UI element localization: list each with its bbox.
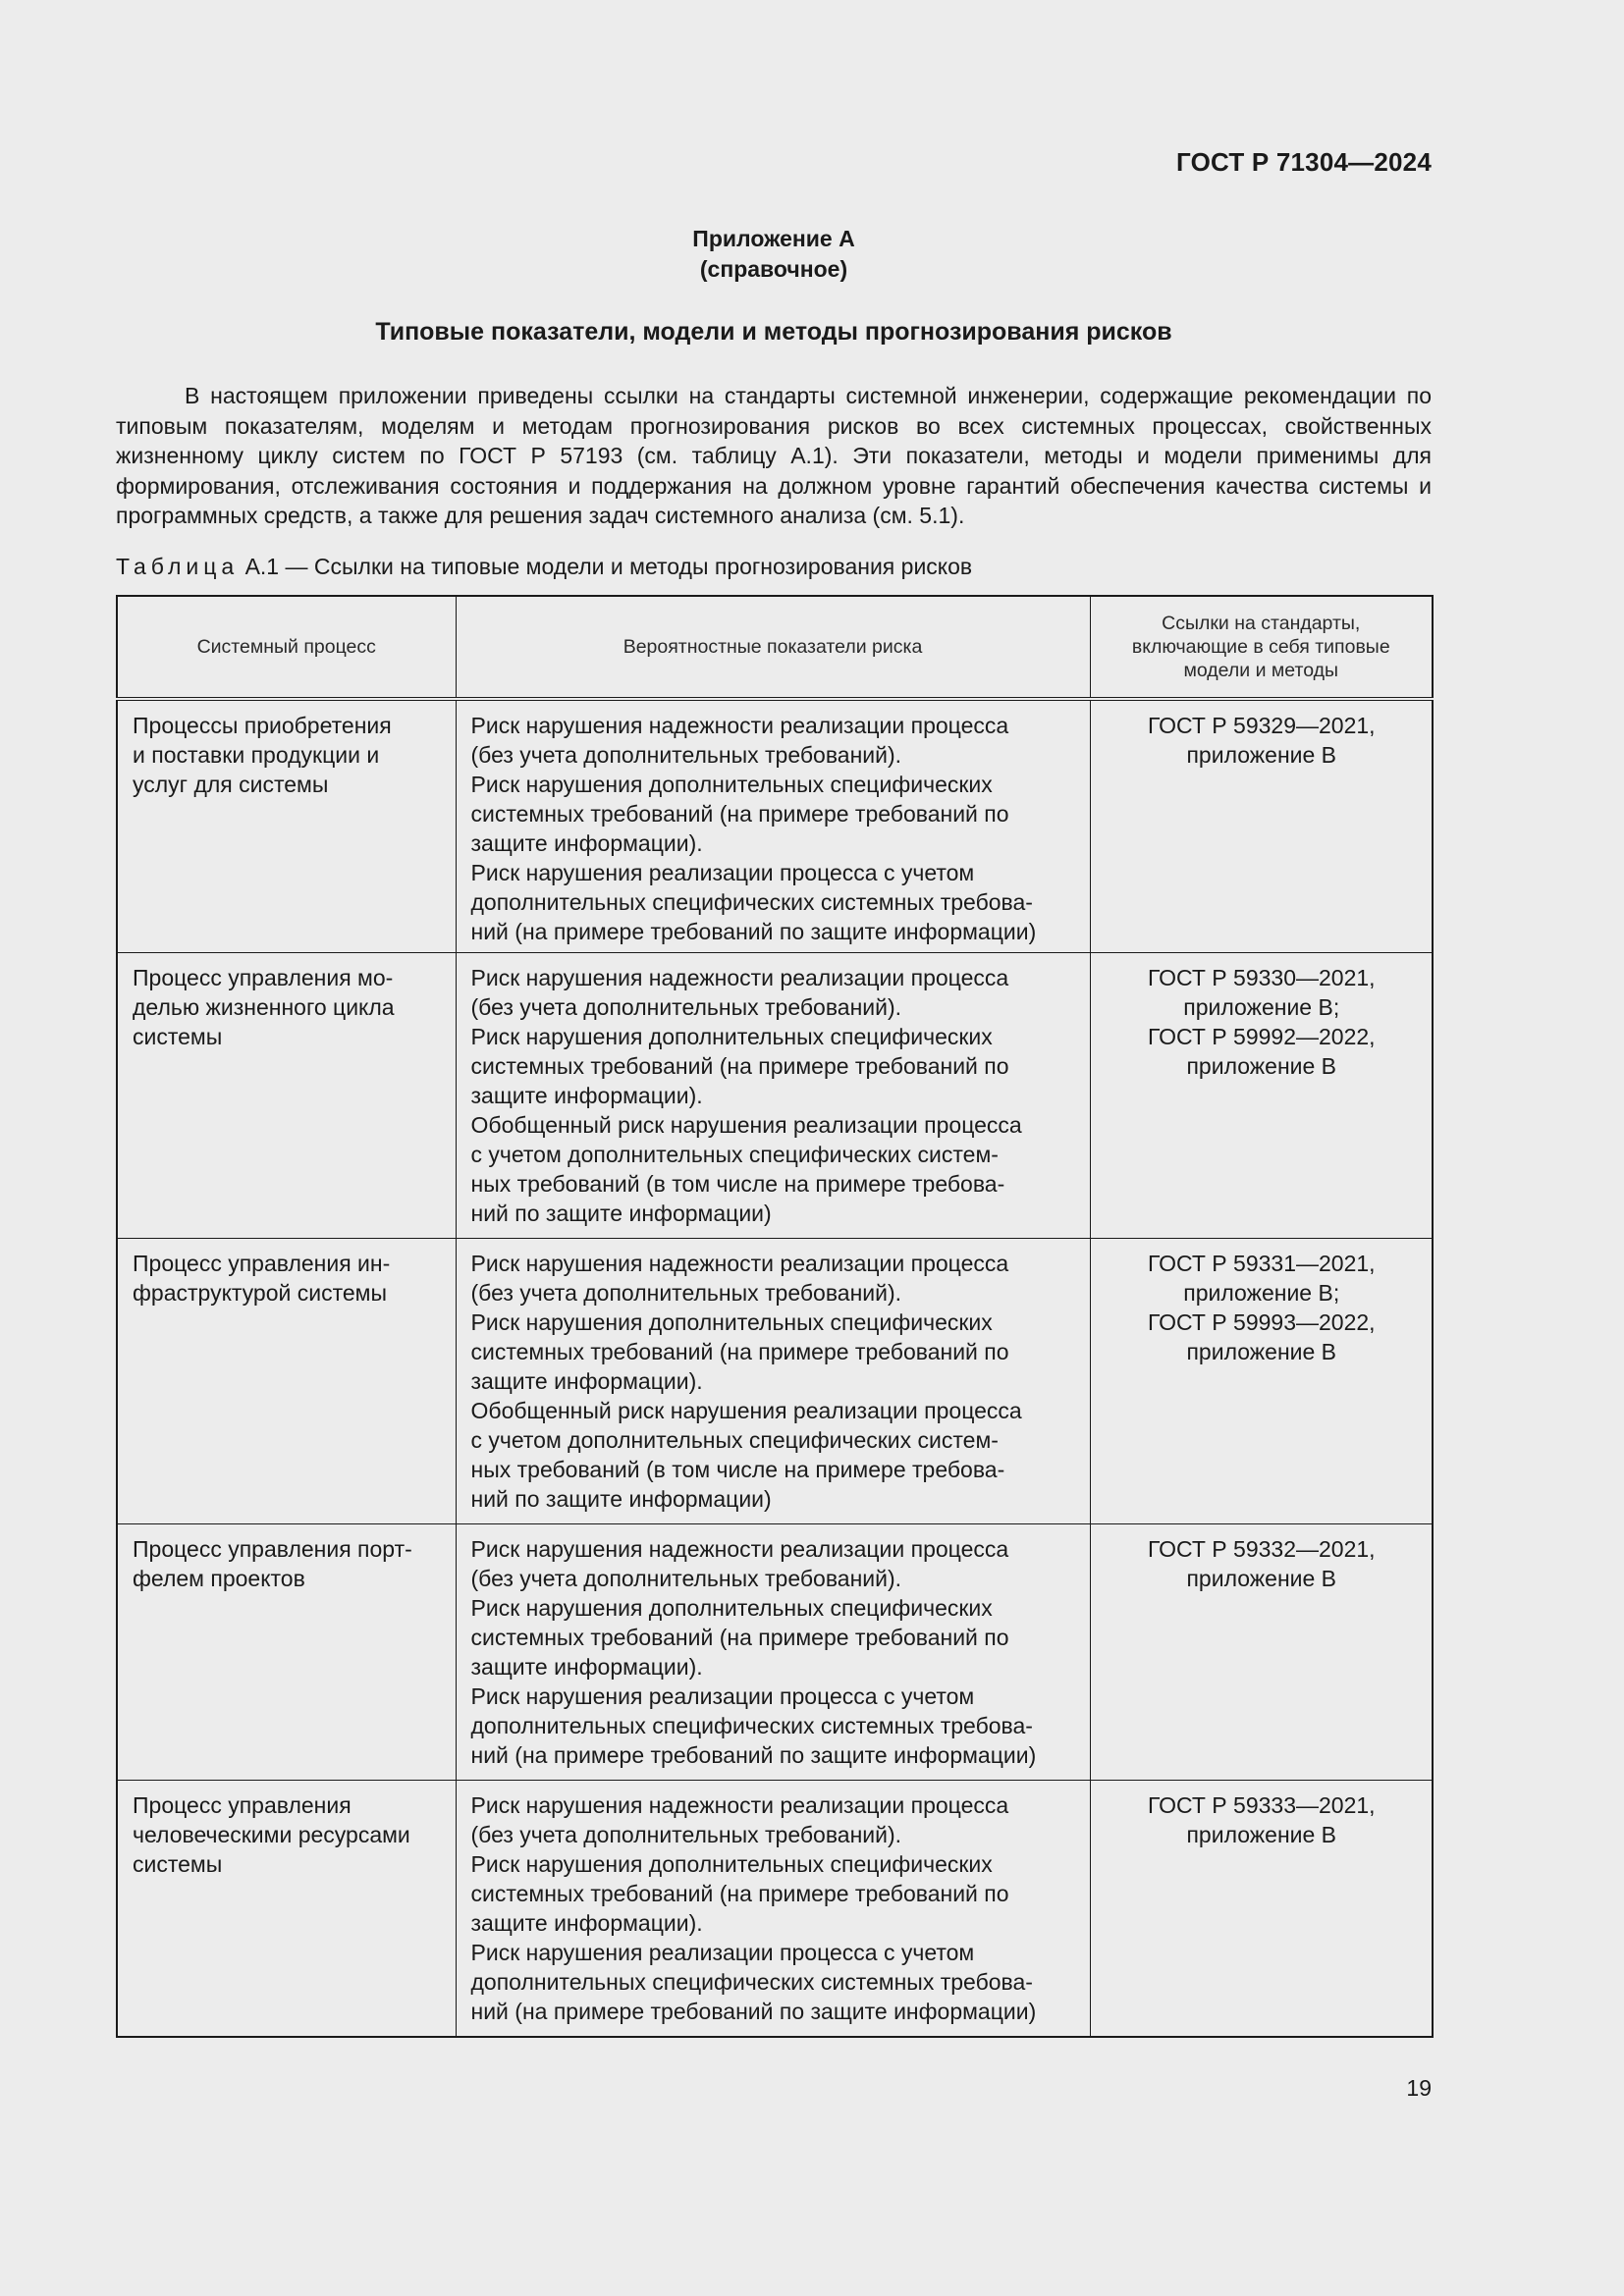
process-cell-line: услуг для системы [133, 772, 329, 797]
risk-indicators-cell-line: с учетом дополнительных специфических систем- [470, 1427, 999, 1453]
process-cell-line: делью жизненного цикла [133, 994, 395, 1020]
standards-cell [1090, 699, 1433, 953]
process-cell [117, 1524, 456, 1781]
risk-indicators-cell [456, 1781, 1090, 2038]
standards-cell-line: приложение В [1186, 1566, 1337, 1591]
risk-indicators-cell-line: Обобщенный риск нарушения реализации процесса [470, 1398, 1022, 1423]
table-row [117, 1524, 1433, 1781]
process-cell-line: фраструктурой системы [133, 1280, 388, 1306]
risk-indicators-cell [456, 953, 1090, 1239]
process-cell-line: Процесс управления [133, 1792, 352, 1818]
risk-indicators-cell-line: Риск нарушения реализации процесса с учетом [470, 860, 975, 885]
standards-cell-line: приложение В [1186, 742, 1337, 768]
table-caption-text: А.1 — Ссылки на типовые модели и методы прогнозирования рисков [244, 554, 973, 579]
risk-indicators-cell-line: дополнительных специфических системных требова- [470, 1969, 1033, 1995]
standards-cell [1090, 1781, 1433, 2038]
risk-indicators-cell-line: (без учета дополнительных требований). [470, 1280, 902, 1306]
standards-cell-line: приложение В [1186, 1339, 1337, 1364]
standards-cell-line: ГОСТ Р 59330—2021, [1147, 965, 1376, 990]
process-cell-line: и поставки продукции и [133, 742, 380, 768]
risk-indicators-cell-line: защите информации). [470, 1083, 703, 1108]
risk-indicators-cell-line: с учетом дополнительных специфических систем- [470, 1142, 999, 1167]
appendix-subtitle: (справочное) [699, 256, 848, 282]
risk-indicators-cell-line: Риск нарушения реализации процесса с учетом [470, 1683, 975, 1709]
risk-indicators-cell-line: Риск нарушения надежности реализации процесса [470, 1251, 1009, 1276]
risk-indicators-cell-line: Риск нарушения надежности реализации процесса [470, 1792, 1009, 1818]
risk-indicators-cell-line: защите информации). [470, 830, 703, 856]
reference-table [116, 595, 1434, 2038]
process-cell-line: Процесс управления мо- [133, 965, 394, 990]
standards-cell-line: приложение В; [1183, 1280, 1340, 1306]
risk-indicators-cell-line: ний по защите информации) [470, 1201, 772, 1226]
risk-indicators-cell-line: Риск нарушения дополнительных специфических [470, 1309, 993, 1335]
risk-indicators-cell-line: дополнительных специфических системных требова- [470, 1713, 1033, 1738]
risk-indicators-cell-line: Риск нарушения надежности реализации процесса [470, 1536, 1009, 1562]
risk-indicators-cell-line: (без учета дополнительных требований). [470, 742, 902, 768]
header-system-process: Системный процесс [117, 596, 456, 699]
standards-cell [1090, 1239, 1433, 1524]
risk-indicators-cell [456, 1524, 1090, 1781]
process-cell [117, 1239, 456, 1524]
table-body [117, 699, 1433, 2037]
standards-cell-line: ГОСТ Р 59333—2021, [1147, 1792, 1376, 1818]
standards-cell-line: приложение В [1186, 1822, 1337, 1847]
table-caption [116, 554, 972, 580]
process-cell [117, 953, 456, 1239]
risk-indicators-cell-line: Риск нарушения дополнительных специфических [470, 1851, 993, 1877]
standards-cell [1090, 1524, 1433, 1781]
standards-cell-line: ГОСТ Р 59332—2021, [1147, 1536, 1376, 1562]
process-cell [117, 699, 456, 953]
risk-indicators-cell-line: защите информации). [470, 1654, 703, 1680]
standards-cell-line: ГОСТ Р 59331—2021, [1147, 1251, 1376, 1276]
table-row [117, 1781, 1433, 2038]
process-cell-line: человеческими ресурсами [133, 1822, 410, 1847]
risk-indicators-cell-line: ных требований (в том числе на примере требова- [470, 1171, 1005, 1197]
document-code: ГОСТ Р 71304—2024 [1176, 147, 1432, 177]
process-cell-line: системы [133, 1851, 223, 1877]
risk-indicators-cell-line: системных требований (на примере требований по [470, 1053, 1009, 1079]
risk-indicators-cell-line: системных требований (на примере требований по [470, 1625, 1009, 1650]
risk-indicators-cell-line: Обобщенный риск нарушения реализации процесса [470, 1112, 1022, 1138]
risk-indicators-cell-line: системных требований (на примере требований по [470, 1881, 1009, 1906]
table-row [117, 699, 1433, 953]
risk-indicators-cell-line: ний (на примере требований по защите информации) [470, 1742, 1037, 1768]
risk-indicators-cell-line: (без учета дополнительных требований). [470, 994, 902, 1020]
risk-indicators-cell-line: защите информации). [470, 1910, 703, 1936]
risk-indicators-cell-line: Риск нарушения надежности реализации процесса [470, 713, 1009, 738]
page-number: 19 [1406, 2075, 1432, 2101]
risk-indicators-cell-line: системных требований (на примере требований по [470, 1339, 1009, 1364]
risk-indicators-cell [456, 1239, 1090, 1524]
header-risk-indicators: Вероятностные показатели риска [456, 596, 1090, 699]
risk-indicators-cell-line: Риск нарушения дополнительных специфических [470, 1024, 993, 1049]
intro-paragraph: В настоящем приложении приведены ссылки на стандарты системной инженерии, содержащие рекомендации по типовым показателям, моделям и методам прогнозирования рисков во всех системных процессах, свойственных жизненному циклу систем по ГОСТ Р 57193 (см. таблицу А.1). Эти показатели, методы и модели применимы для формирования, отслеживания состояния и поддержания на должном уровне гарантий обеспечения качества системы и программных средств, а также для решения задач системного анализа (см. 5.1). [116, 383, 1432, 528]
standards-cell-line: ГОСТ Р 59993—2022, [1147, 1309, 1376, 1335]
risk-indicators-cell-line: Риск нарушения реализации процесса с учетом [470, 1940, 975, 1965]
risk-indicators-cell-line: ний по защите информации) [470, 1486, 772, 1512]
risk-indicators-cell-line: ний (на примере требований по защите информации) [470, 1999, 1037, 2024]
risk-indicators-cell-line: Риск нарушения надежности реализации процесса [470, 965, 1009, 990]
risk-indicators-cell [456, 699, 1090, 953]
process-cell-line: Процесс управления ин- [133, 1251, 391, 1276]
standards-cell-line: ГОСТ Р 59992—2022, [1147, 1024, 1376, 1049]
table-row [117, 1239, 1433, 1524]
process-cell-line: системы [133, 1024, 223, 1049]
section-title: Типовые показатели, модели и методы прогнозирования рисков [375, 318, 1172, 346]
risk-indicators-cell-line: защите информации). [470, 1368, 703, 1394]
standards-cell-line: ГОСТ Р 59329—2021, [1147, 713, 1376, 738]
appendix-heading [116, 224, 1432, 285]
appendix-title: Приложение А [692, 226, 855, 251]
risk-indicators-cell-line: (без учета дополнительных требований). [470, 1822, 902, 1847]
table-caption-prefix: Таблица [116, 554, 240, 579]
table-row [117, 953, 1433, 1239]
standards-cell-line: приложение В [1186, 1053, 1337, 1079]
risk-indicators-cell-line: системных требований (на примере требований по [470, 801, 1009, 827]
standards-cell-line: приложение В; [1183, 994, 1340, 1020]
table-header-row [117, 596, 1433, 699]
process-cell-line: фелем проектов [133, 1566, 305, 1591]
process-cell-line: Процесс управления порт- [133, 1536, 412, 1562]
risk-indicators-cell-line: дополнительных специфических системных требова- [470, 889, 1033, 915]
process-cell [117, 1781, 456, 2038]
standards-cell [1090, 953, 1433, 1239]
risk-indicators-cell-line: (без учета дополнительных требований). [470, 1566, 902, 1591]
header-standard-references: Ссылки на стандарты, включающие в себя типовые модели и методы [1090, 596, 1433, 699]
process-cell-line: Процессы приобретения [133, 713, 392, 738]
risk-indicators-cell-line: ных требований (в том числе на примере требова- [470, 1457, 1005, 1482]
risk-indicators-cell-line: Риск нарушения дополнительных специфических [470, 1595, 993, 1621]
risk-indicators-cell-line: Риск нарушения дополнительных специфических [470, 772, 993, 797]
risk-indicators-cell-line: ний (на примере требований по защите информации) [470, 919, 1037, 944]
